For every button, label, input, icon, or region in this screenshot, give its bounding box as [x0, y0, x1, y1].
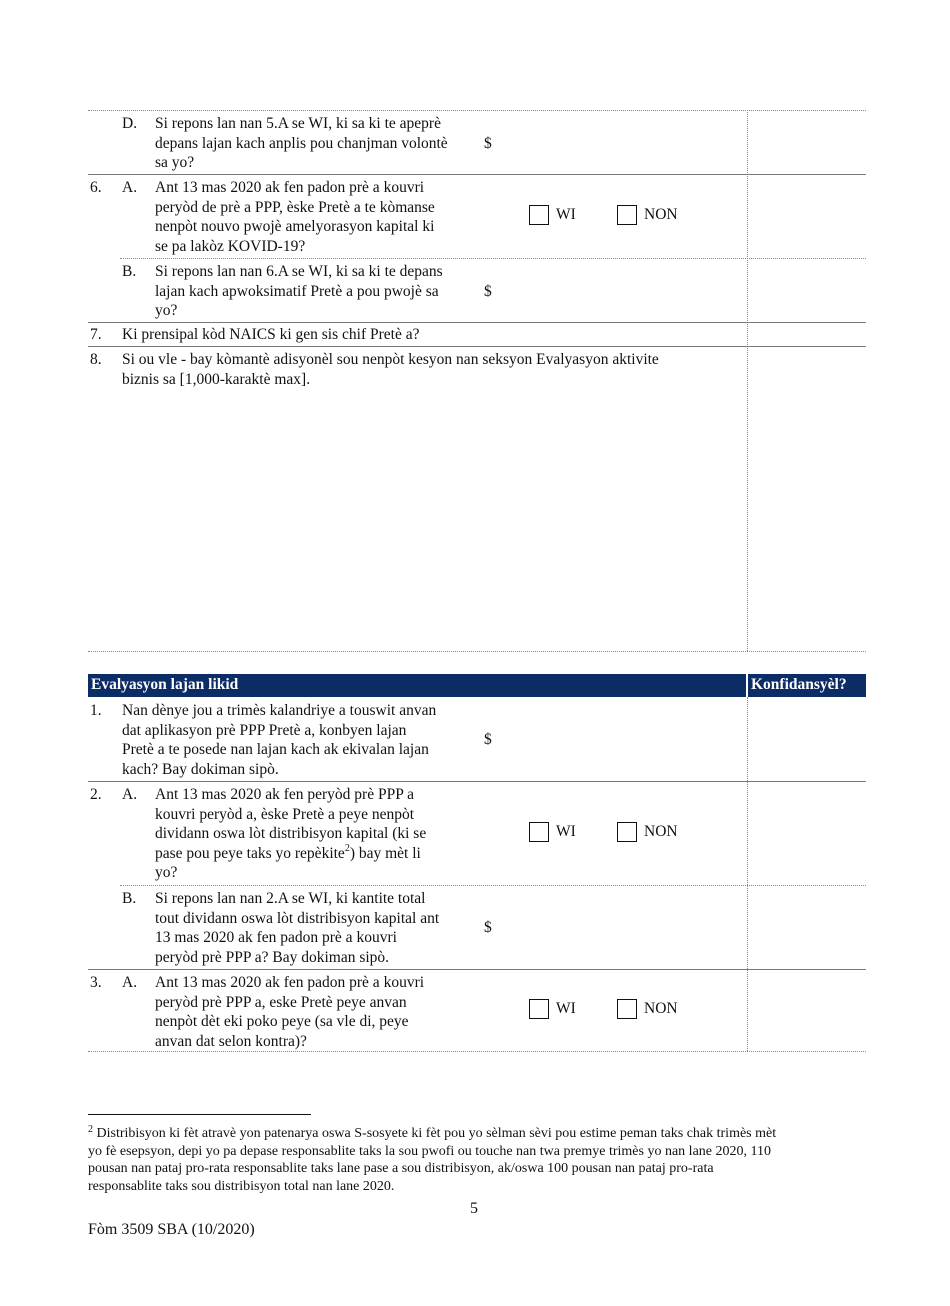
lq3-number: 3.	[90, 974, 102, 991]
page-number: 5	[470, 1200, 478, 1217]
q6b-text-line: yo?	[155, 302, 178, 319]
lq2a-yes-checkbox[interactable]	[529, 822, 549, 842]
row-divider	[88, 781, 866, 782]
lq2a-no-label: NON	[644, 823, 678, 840]
q6b-text-line: lajan kach apwoksimatif Pretè a pou pwojè sa	[155, 282, 439, 300]
q6b-text-line: Si repons lan nan 6.A se WI, ki sa ki te depans	[155, 263, 443, 280]
footnote-line: $^2$ Distribisyon ki fèt atravè yon patenarya oswa S-sosyete ki fèt pou yo sèlman sèvi pou estime peman taks chak trimès mèt	[88, 1124, 777, 1141]
form-id: Fòm 3509 SBA (10/2020)	[88, 1221, 255, 1238]
q6a-text-line: se pa lakòz KOVID-19?	[155, 237, 306, 255]
q6b-currency: $	[484, 282, 492, 300]
lq2a-no-checkbox[interactable]	[617, 822, 637, 842]
q8-text-line: biznis sa [1,000-karaktè max].	[122, 370, 311, 388]
q6-number: 6.	[90, 179, 102, 196]
lq2a-letter: A.	[122, 786, 138, 803]
lq3a-text-line: Ant 13 mas 2020 ak fen padon prè a kouvri	[155, 974, 425, 991]
lq3a-yes-label: WI	[556, 1000, 576, 1017]
lq2a-text-line: pase pou peye taks yo repèkite$^2$) bay mèt li	[155, 842, 421, 862]
lq2a-text-line: kouvri peryòd a, èske Pretè a peye nenpòt	[155, 805, 415, 823]
q8-number: 8.	[90, 351, 102, 368]
lq3a-letter: A.	[122, 974, 138, 991]
q6a-letter: A.	[122, 179, 138, 196]
lq2b-text-line: tout dividann oswa lòt distribisyon kapital ant	[155, 909, 440, 927]
q6a-text-line: Ant 13 mas 2020 ak fen padon prè a kouvri	[155, 179, 425, 196]
row-divider	[120, 885, 866, 886]
lq2a-yes-label: WI	[556, 823, 576, 840]
section-header: Evalyasyon lajan likid	[88, 674, 746, 697]
column-divider	[747, 110, 748, 651]
confidential-header: Konfidansyèl?	[748, 674, 866, 697]
lq1-currency: $	[484, 731, 492, 748]
lq2-number: 2.	[90, 786, 102, 803]
row-divider	[88, 174, 866, 175]
lq2a-text-line: dividann oswa lòt distribisyon kapital (ki se	[155, 825, 427, 842]
q6a-yes-checkbox[interactable]	[529, 205, 549, 225]
lq3a-no-label: NON	[644, 1000, 678, 1017]
row-divider	[88, 110, 866, 111]
lq2a-text-line: yo?	[155, 864, 178, 881]
lq1-text-line: kach? Bay dokiman sipò.	[122, 760, 279, 778]
lq2b-currency: $	[484, 919, 492, 936]
lq1-text-line: Pretè a te posede nan lajan kach ak ekivalan lajan	[122, 741, 429, 758]
row-divider	[88, 651, 866, 652]
q5d-text-line: depans lajan kach anplis pou chanjman volontè	[155, 134, 448, 152]
q5d-text-line: Si repons lan nan 5.A se WI, ki sa ki te apeprè	[155, 115, 441, 132]
q6a-no-label: NON	[644, 206, 678, 223]
q6a-text-line: peryòd de prè a PPP, èske Pretè a te kòmanse	[155, 198, 435, 216]
footnote-ref: 2	[344, 842, 350, 854]
lq2b-text-line: peryòd prè PPP a? Bay dokiman sipò.	[155, 948, 390, 966]
footnote-rule	[88, 1114, 311, 1115]
row-divider	[88, 1051, 866, 1052]
q5d-currency: $	[484, 134, 492, 152]
footnote-line: pousan nan pataj pro-rata responsablite taks lane pase a sou distribisyon, ak/oswa 100 pousan nan pataj pro-rata	[88, 1161, 714, 1176]
lq3a-text-line: peryòd prè PPP a, eske Pretè peye anvan	[155, 993, 407, 1011]
row-divider	[88, 322, 866, 323]
lq2b-text-line: Si repons lan nan 2.A se WI, ki kantite total	[155, 890, 426, 907]
q5d-text-line: sa yo?	[155, 154, 195, 171]
row-divider	[88, 346, 866, 347]
row-divider	[88, 969, 866, 970]
lq1-text-line: Nan dènye jou a trimès kalandriye a touswit anvan	[122, 702, 437, 719]
q7-number: 7.	[90, 326, 102, 343]
lq3a-no-checkbox[interactable]	[617, 999, 637, 1019]
q8-text-line: Si ou vle - bay kòmantè adisyonèl sou nenpòt kesyon nan seksyon Evalyasyon aktivite	[122, 351, 659, 368]
lq1-number: 1.	[90, 702, 102, 719]
column-divider	[747, 697, 748, 1051]
q5d-letter: D.	[122, 115, 138, 132]
q6a-no-checkbox[interactable]	[617, 205, 637, 225]
q6a-text-line: nenpòt nouvo pwojè amelyorasyon kapital ki	[155, 218, 435, 235]
row-divider	[120, 258, 866, 259]
footnote-line: responsablite taks sou distribisyon total nan lane 2020.	[88, 1178, 395, 1194]
lq3a-text-line: nenpòt dèt eki poko peye (sa vle di, peye	[155, 1013, 409, 1030]
lq3a-yes-checkbox[interactable]	[529, 999, 549, 1019]
q8-comment-area[interactable]	[88, 392, 746, 650]
q6b-letter: B.	[122, 263, 137, 280]
lq2a-text-line: Ant 13 mas 2020 ak fen peryòd prè PPP a	[155, 786, 415, 803]
q6a-yes-label: WI	[556, 206, 576, 223]
lq1-text-line: dat aplikasyon prè PPP Pretè a, konbyen lajan	[122, 721, 407, 739]
footnote-number: 2	[88, 1124, 93, 1135]
lq2b-text-line: 13 mas 2020 ak fen padon prè a kouvri	[155, 929, 397, 946]
lq3a-text-line: anvan dat selon kontra)?	[155, 1032, 307, 1050]
q7-text: Ki prensipal kòd NAICS ki gen sis chif Pretè a?	[122, 326, 420, 343]
footnote-line: yo fè esepsyon, depi yo pa depase responsablite taks la sou pwofi ou touche nan twa premye trimès yo nan lane 2020, 110	[88, 1143, 771, 1159]
lq2b-letter: B.	[122, 890, 137, 907]
